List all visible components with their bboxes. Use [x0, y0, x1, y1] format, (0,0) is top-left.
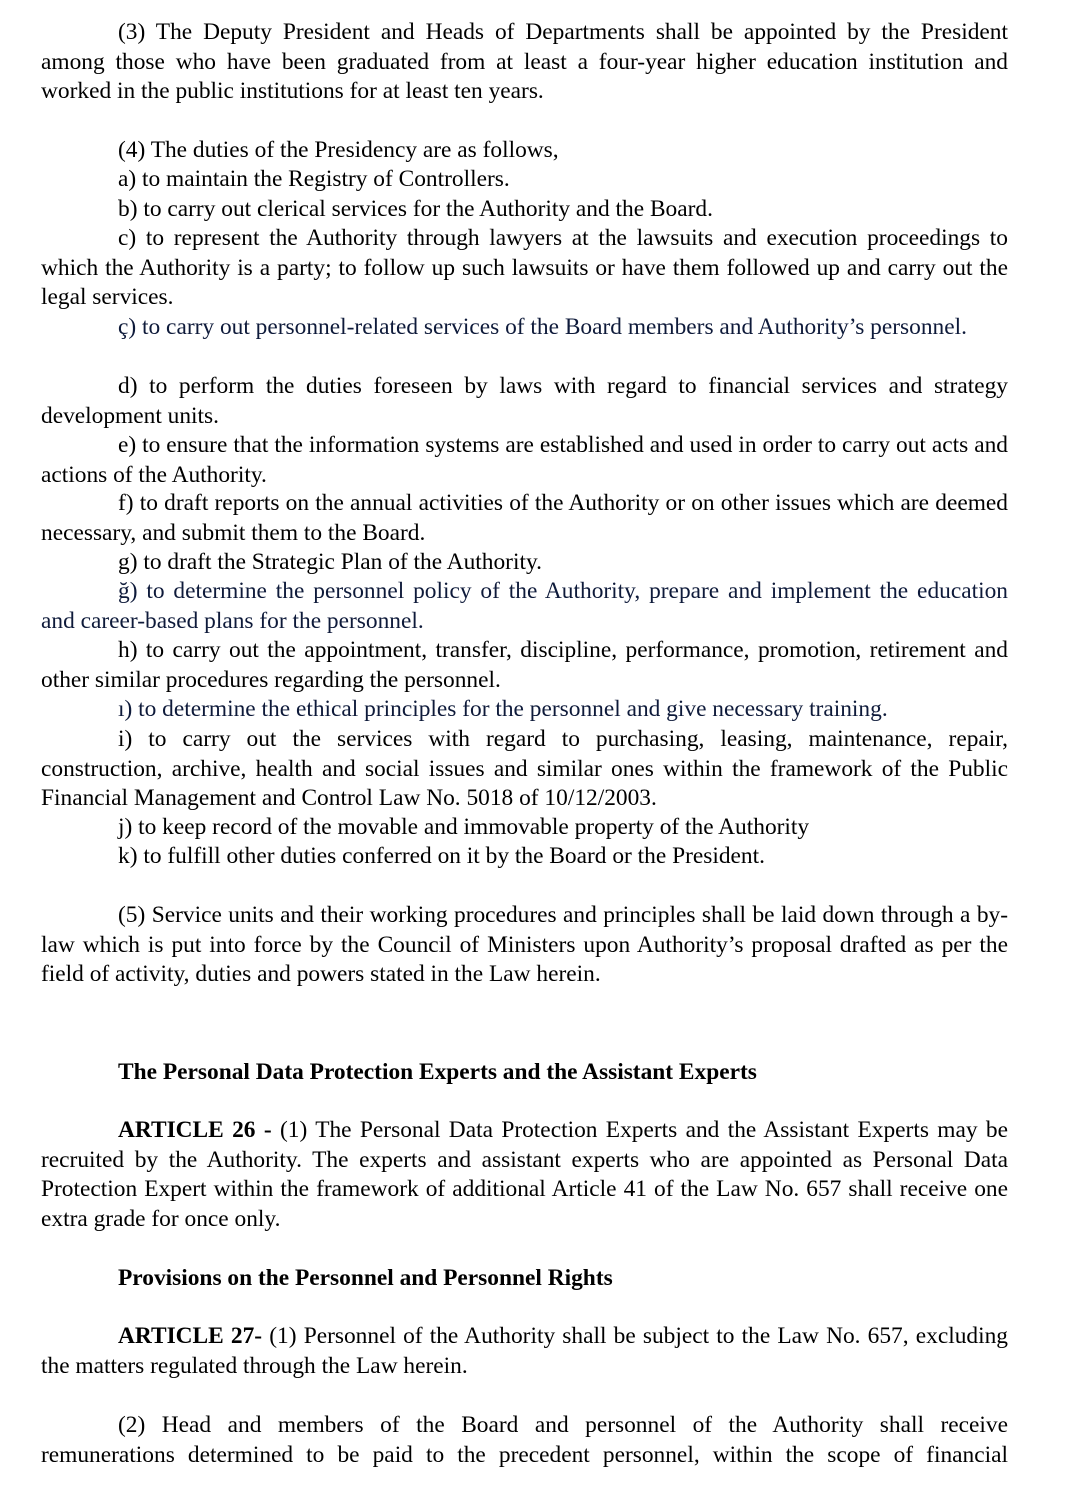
section-heading-personnel-rights: Provisions on the Personnel and Personnel Rights [118, 1265, 613, 1291]
section-heading-experts: The Personal Data Protection Experts and the Assistant Experts [118, 1059, 757, 1085]
duty-item-k: k) to fulfill other duties conferred on it by the Board or the President. [118, 843, 765, 869]
duty-item-h: h) to carry out the appointment, transfer, discipline, performance, promotion, retirement and other similar procedures regarding the personnel. [41, 637, 1008, 693]
article-27 [41, 1322, 1008, 1381]
article-26-text: (1) The Personal Data Protection Experts and the Assistant Experts may be recruited by the Authority. The experts and assistant experts who are appointed as Personal Data Protection Expert within the framework of additional Article 41 of the Law No. 657 shall receive one extra grade for once only. [41, 1117, 1008, 1232]
duty-item-e: e) to ensure that the information systems are established and used in order to carry out acts and actions of the Authority. [41, 432, 1008, 488]
duty-item-c: c) to represent the Authority through lawyers at the lawsuits and execution proceedings to which the Authority is a party; to follow up such lawsuits or have them followed up and carry out the legal services. [41, 225, 1008, 310]
article-26 [41, 1116, 1008, 1234]
paragraph-3: (3) The Deputy President and Heads of Departments shall be appointed by the President among those who have been graduated from at least a four-year higher education institution and worked in the public institutions for at least ten years. [41, 19, 1008, 104]
paragraph-5: (5) Service units and their working procedures and principles shall be laid down through a by-law which is put into force by the Council of Ministers upon Authority’s proposal drafted as per the field of activity, duties and powers stated in the Law herein. [41, 902, 1008, 987]
duty-item-g-breve: ğ) to determine the personnel policy of the Authority, prepare and implement the education and career-based plans for the personnel. [41, 578, 1008, 634]
duty-item-b: b) to carry out clerical services for the Authority and the Board. [118, 196, 713, 222]
article-27-paragraph-2: (2) Head and members of the Board and personnel of the Authority shall receive remunerations determined to be paid to the precedent personnel, within the scope of financial [41, 1412, 1008, 1468]
article-27-text: (1) Personnel of the Authority shall be subject to the Law No. 657, excluding the matters regulated through the Law herein. [41, 1323, 1008, 1379]
duty-item-g: g) to draft the Strategic Plan of the Authority. [118, 549, 542, 575]
duty-item-c-cedilla: ç) to carry out personnel-related services of the Board members and Authority’s personnel. [118, 314, 967, 340]
duty-item-i: i) to carry out the services with regard to purchasing, leasing, maintenance, repair, construction, archive, health and social issues and similar ones within the framework of the Public Financial Management and Control Law No. 5018 of 10/12/2003. [41, 726, 1008, 811]
article-26-label: ARTICLE 26 - [118, 1117, 272, 1143]
duty-item-a: a) to maintain the Registry of Controllers. [118, 166, 510, 192]
article-27-label: ARTICLE 27- [118, 1323, 263, 1349]
duty-item-f: f) to draft reports on the annual activities of the Authority or on other issues which are deemed necessary, and submit them to the Board. [41, 490, 1008, 546]
paragraph-4-intro: (4) The duties of the Presidency are as follows, [118, 137, 559, 163]
duty-item-d: d) to perform the duties foreseen by laws with regard to financial services and strategy development units. [41, 373, 1008, 429]
duty-item-dotless-i: ı) to determine the ethical principles for the personnel and give necessary training. [118, 696, 888, 722]
duty-item-j: j) to keep record of the movable and immovable property of the Authority [118, 814, 810, 840]
